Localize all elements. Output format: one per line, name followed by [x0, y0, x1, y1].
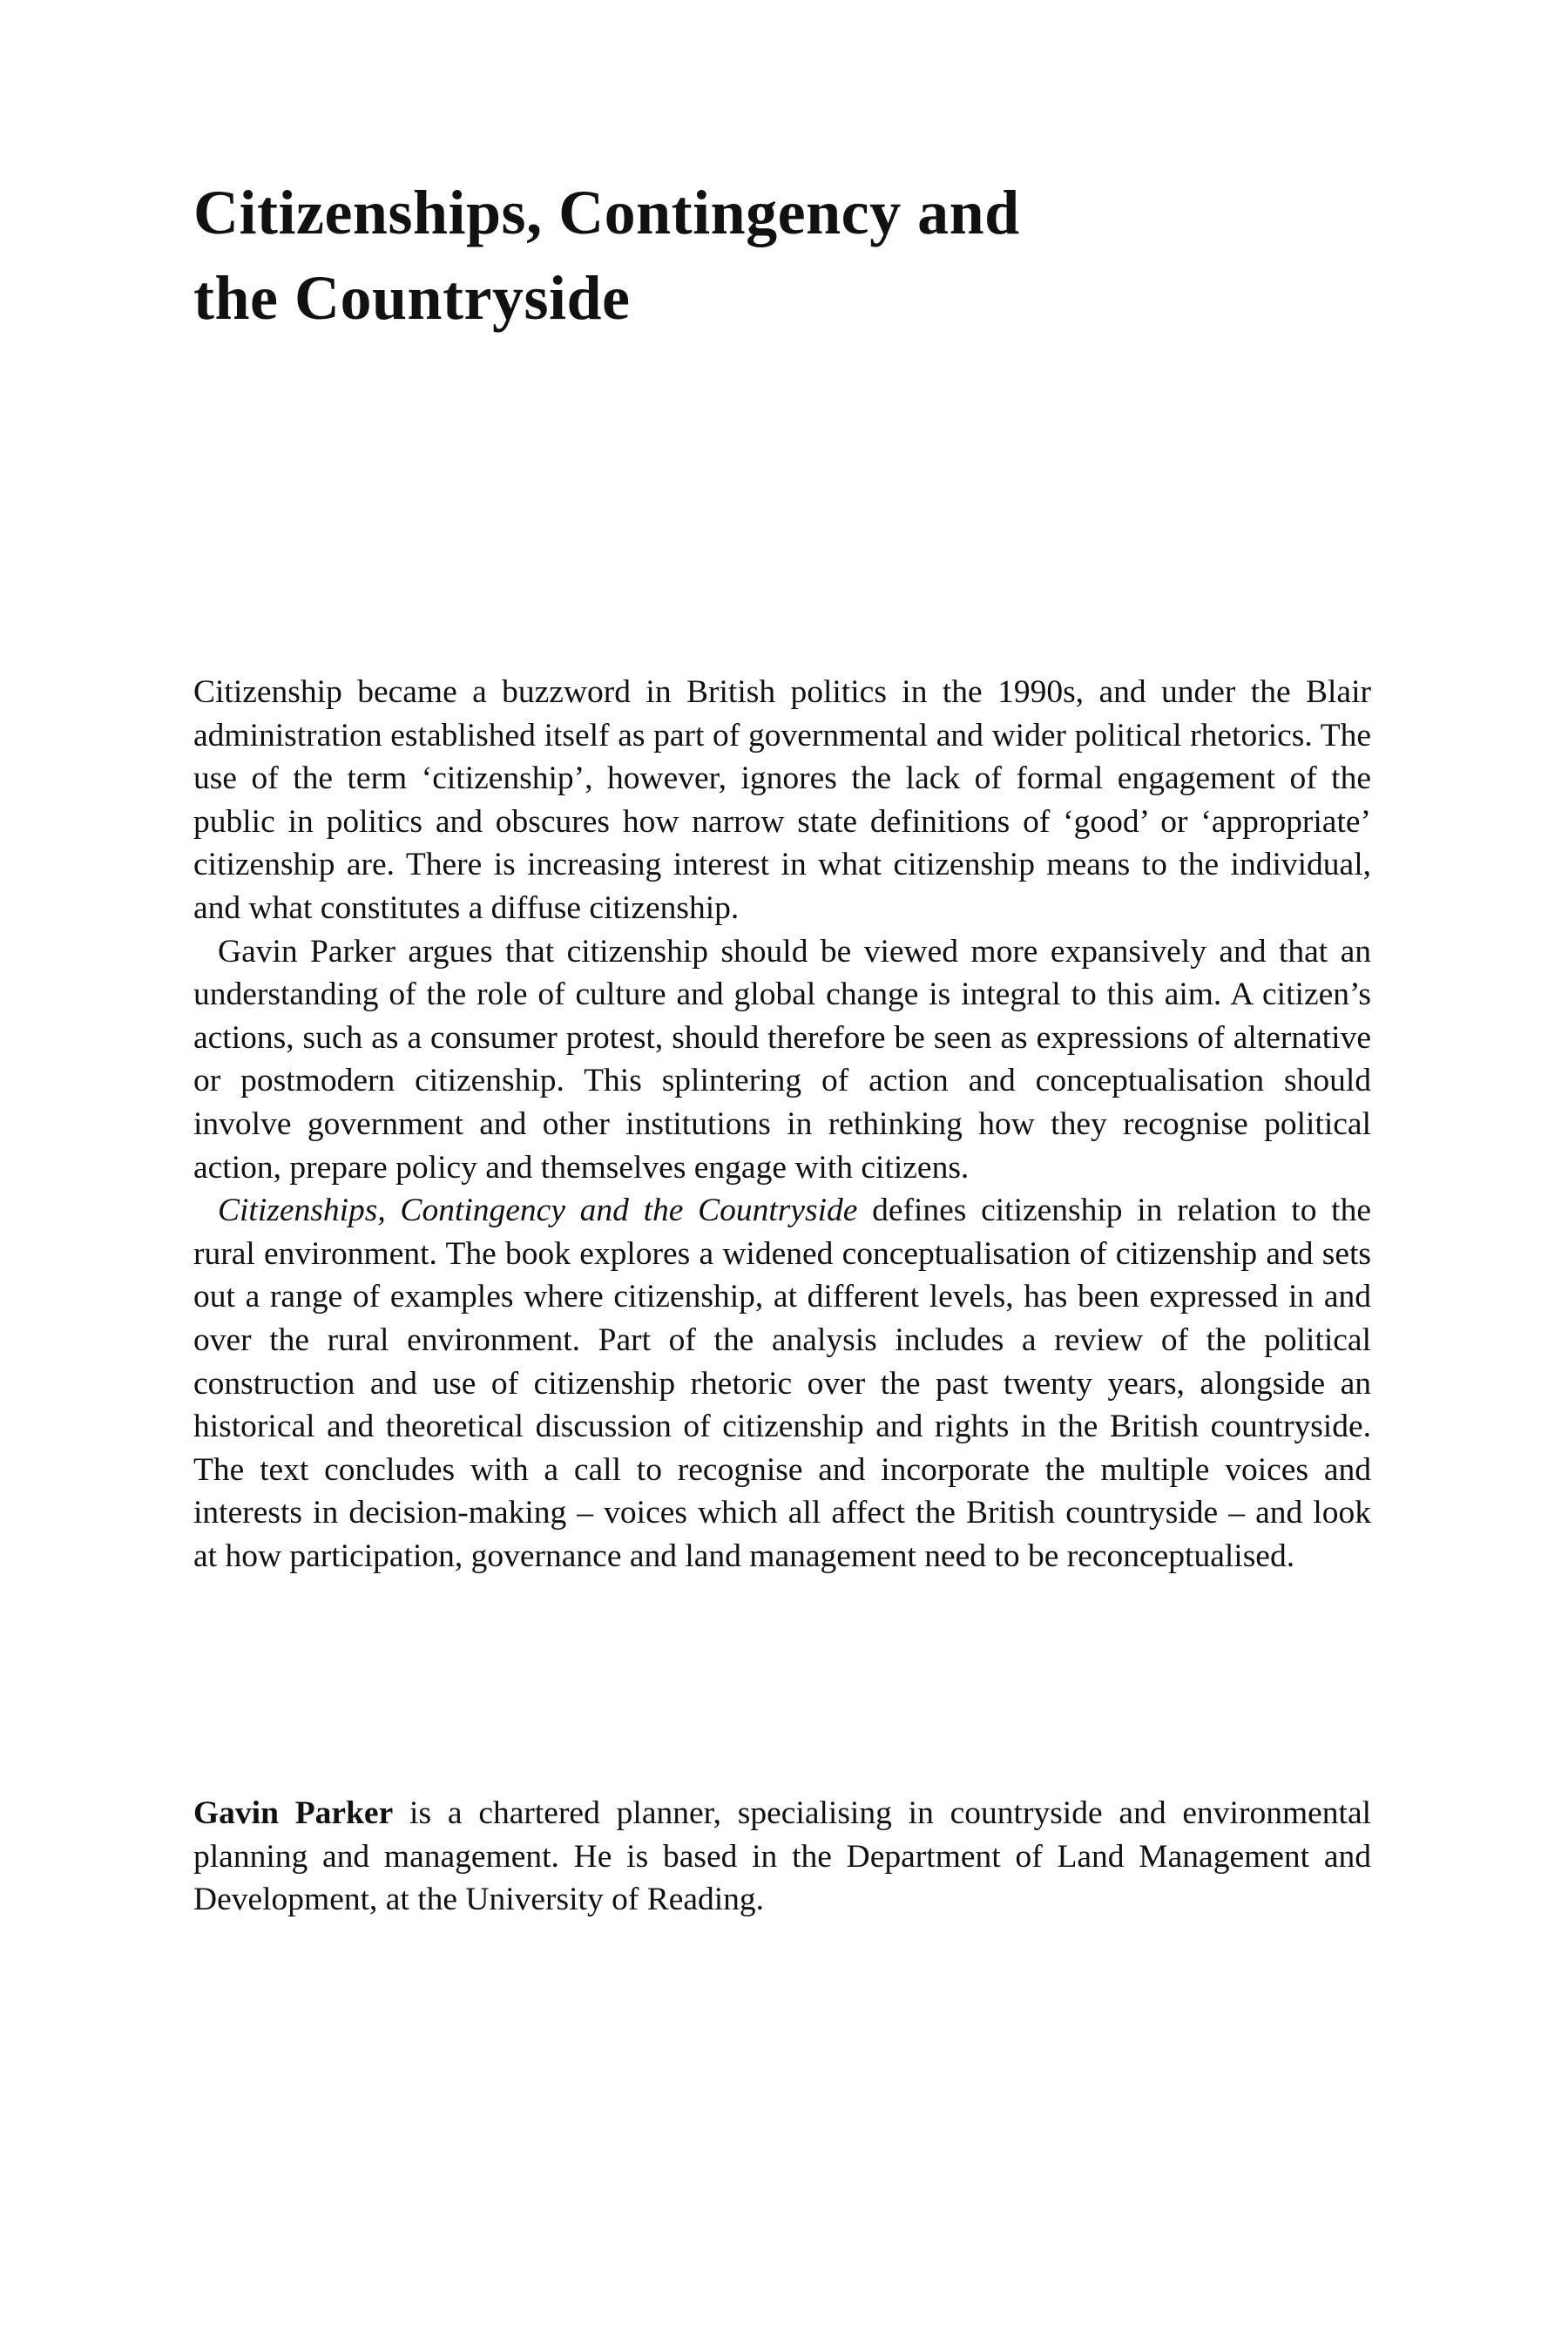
page-title	[193, 170, 1413, 341]
blurb-paragraph-3-text: defines citizenship in relation to the rural environment. The book explores a widened conceptualisation of citizenship and sets out a range of examples where citizenship, at different levels, has been expressed in and over the rural environment. Part of the analysis includes a review of the political construction and use of citizenship rhetoric over the past twenty years, alongside an historical and theoretical discussion of citizenship and rights in the British countryside. The text concludes with a call to recognise and incorporate the multiple voices and interests in decision-making – voices which all affect the British countryside – and look at how participation, governance and land management need to be reconceptualised.	[193, 1193, 1371, 1574]
blurb-paragraph-3	[193, 1189, 1371, 1578]
title-line-2: the Countryside	[193, 263, 631, 333]
blurb-paragraph-1: Citizenship became a buzzword in British politics in the 1990s, and under the Blair administration established itself as part of governmental and wider political rhetorics. The use of the term ‘citizenship’, however, ignores the lack of formal engagement of the public in politics and obscures how narrow state definitions of ‘good’ or ‘appropriate’ citizenship are. There is increasing interest in what citizenship means to the individual, and what constitutes a diffuse citizenship.	[193, 674, 1371, 926]
title-line-1: Citizenships, Contingency and	[193, 178, 1020, 247]
book-title-italic: Citizenships, Contingency and the Countryside	[218, 1193, 858, 1229]
author-bio-text: is a chartered planner, specialising in countryside and environmental planning and management. He is based in the Department of Land Management and Development, at the University of Reading.	[193, 1795, 1372, 1918]
book-blurb	[193, 671, 1371, 1578]
blurb-paragraph-2: Gavin Parker argues that citizenship should be viewed more expansively and that an understanding of the role of culture and global change is integral to this aim. A citizen’s actions, such as a consumer protest, should therefore be seen as expressions of alternative or postmodern citizenship. This splintering of action and conceptualisation should involve government and other institutions in rethinking how they recognise political action, prepare policy and themselves engage with citizens.	[193, 933, 1371, 1186]
author-bio	[193, 1792, 1371, 1922]
author-name: Gavin Parker	[193, 1795, 394, 1831]
